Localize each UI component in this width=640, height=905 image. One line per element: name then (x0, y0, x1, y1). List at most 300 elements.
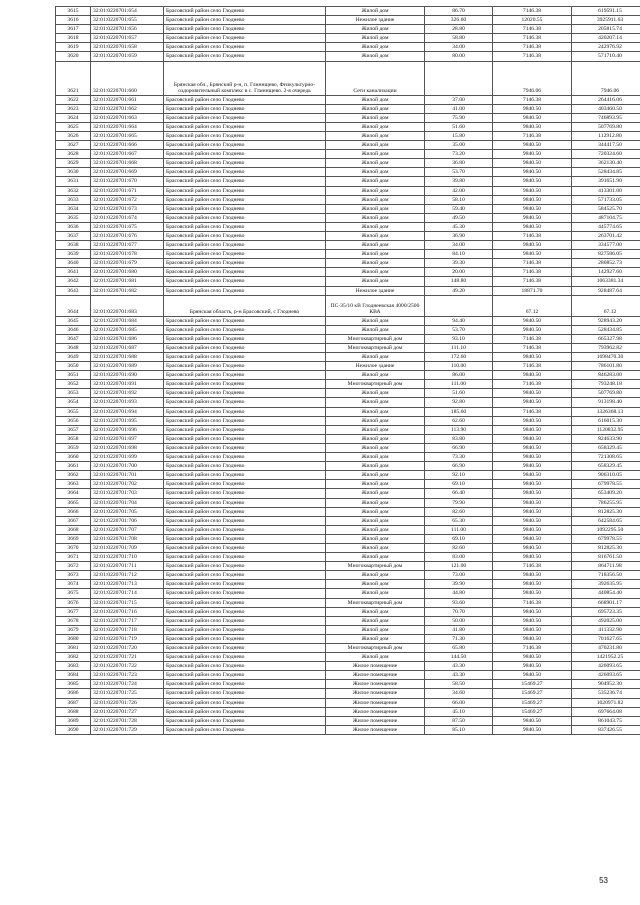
cell-row-number: 3632 (56, 186, 91, 195)
cell-cadastral-value: 816761.50 (572, 553, 640, 562)
cell-address: Брасовский район село Глоднево (164, 122, 326, 131)
table-row (56, 644, 640, 653)
cell-address: Брасовский район село Глоднево (164, 325, 326, 334)
cell-row-number: 3627 (56, 141, 91, 150)
cell-address: Брасовский район село Глоднево (164, 498, 326, 507)
cell-cadastral-number: 32:01:0220701:670 (91, 177, 164, 186)
cell-address: Брянская обл., Брянский р-н, п. Глиннщево, Физкультурно-оздоровительный комплекс в с. Глиннщево. 2-я очередь (164, 61, 326, 95)
cell-cadastral-value: 426093.65 (572, 671, 640, 680)
cell-cadastral-number: 32:01:0220701:701 (91, 471, 164, 480)
cell-row-number: 3685 (56, 680, 91, 689)
table-row (56, 34, 640, 43)
table-row (56, 425, 640, 434)
cell-area: 66.90 (425, 443, 493, 452)
cell-cadastral-value: 642584.65 (572, 516, 640, 525)
cell-specific-value: 9840.50 (493, 141, 572, 150)
cell-area: 51.60 (425, 389, 493, 398)
cell-row-number: 3650 (56, 362, 91, 371)
cell-row-number: 3678 (56, 616, 91, 625)
table-row (56, 571, 640, 580)
table-row (56, 680, 640, 689)
cell-specific-value: 15469.27 (493, 698, 572, 707)
cell-cadastral-value: 812825.30 (572, 543, 640, 552)
cell-cadastral-value: 571733.05 (572, 195, 640, 204)
cell-cadastral-number: 32:01:0220701:727 (91, 707, 164, 716)
cell-cadastral-value: 1020971.82 (572, 698, 640, 707)
cell-object-type: Жилой дом (326, 222, 425, 231)
cell-row-number: 3616 (56, 16, 91, 25)
cell-object-type: Жилой дом (326, 177, 425, 186)
cell-cadastral-number: 32:01:0220701:719 (91, 634, 164, 643)
cell-cadastral-number: 32:01:0220701:721 (91, 653, 164, 662)
cell-cadastral-value: 679978.55 (572, 534, 640, 543)
cell-specific-value: 7146.38 (493, 34, 572, 43)
cell-row-number: 3672 (56, 562, 91, 571)
cell-cadastral-value: 824633.90 (572, 434, 640, 443)
cell-row-number: 3681 (56, 644, 91, 653)
table-row (56, 316, 640, 325)
cell-cadastral-number: 32:01:0220701:698 (91, 443, 164, 452)
cell-cadastral-value: 928943.20 (572, 316, 640, 325)
cell-row-number: 3645 (56, 316, 91, 325)
cell-cadastral-value: 701627.65 (572, 634, 640, 643)
cell-cadastral-number: 32:01:0220701:714 (91, 589, 164, 598)
cell-address: Брасовский район село Глоднево (164, 725, 326, 734)
cell-address: Брасовский район село Глоднево (164, 625, 326, 634)
cell-area: 34.60 (425, 689, 493, 698)
cell-cadastral-value: 861043.75 (572, 716, 640, 725)
cell-cadastral-number: 32:01:0220701:713 (91, 580, 164, 589)
table-row (56, 325, 640, 334)
cell-row-number: 3653 (56, 389, 91, 398)
cell-address: Брасовский район село Глоднево (164, 698, 326, 707)
cell-row-number: 3688 (56, 707, 91, 716)
cell-row-number: 3669 (56, 534, 91, 543)
table-row (56, 159, 640, 168)
cell-area: 71.30 (425, 634, 493, 643)
table-row (56, 398, 640, 407)
cell-specific-value: 7146.38 (493, 407, 572, 416)
cell-object-type: Жилой дом (326, 131, 425, 140)
cell-row-number: 3668 (56, 525, 91, 534)
cell-specific-value: 9840.50 (493, 489, 572, 498)
table-row (56, 177, 640, 186)
cell-cadastral-number: 32:01:0220701:687 (91, 343, 164, 352)
cell-area: 53.70 (425, 325, 493, 334)
cell-row-number: 3684 (56, 671, 91, 680)
table-row (56, 241, 640, 250)
cell-address: Брасовский район село Глоднево (164, 204, 326, 213)
cell-specific-value: 7146.38 (493, 231, 572, 240)
cell-address: Брасовский район село Глоднево (164, 141, 326, 150)
cell-object-type: Жилое помещение (326, 662, 425, 671)
table-row (56, 453, 640, 462)
cell-cadastral-value: 571710.40 (572, 52, 640, 61)
cell-area: 73.00 (425, 571, 493, 580)
cell-cadastral-value: 391651.90 (572, 177, 640, 186)
table-row (56, 580, 640, 589)
cell-area: 92.10 (425, 471, 493, 480)
table-row (56, 480, 640, 489)
cell-row-number: 3621 (56, 61, 91, 95)
cell-address: Брасовский район село Глоднево (164, 525, 326, 534)
cell-object-type: Жилой дом (326, 416, 425, 425)
cell-address: Брасовский район село Глоднево (164, 434, 326, 443)
cell-area: 62.60 (425, 416, 493, 425)
table-row (56, 689, 640, 698)
cell-row-number: 3655 (56, 407, 91, 416)
cell-object-type: Многоквартирный дом (326, 644, 425, 653)
cell-object-type: Жилой дом (326, 453, 425, 462)
cell-cadastral-value: 440854.40 (572, 589, 640, 598)
cell-object-type: Жилой дом (326, 325, 425, 334)
cell-cadastral-number: 32:01:0220701:724 (91, 680, 164, 689)
cell-cadastral-value: 864711.98 (572, 562, 640, 571)
cell-area: 172.60 (425, 353, 493, 362)
cell-cadastral-value: 658329.45 (572, 462, 640, 471)
cell-area: 111.10 (425, 343, 493, 352)
cell-object-type: Жилой дом (326, 616, 425, 625)
cell-cadastral-value: 1326368.13 (572, 407, 640, 416)
cell-area: 44.80 (425, 589, 493, 598)
cell-cadastral-value: 720324.60 (572, 150, 640, 159)
cell-specific-value: 9840.50 (493, 222, 572, 231)
table-row (56, 222, 640, 231)
cell-cadastral-value: 619591.15 (572, 7, 640, 16)
cell-area: 83.00 (425, 553, 493, 562)
cell-cadastral-number: 32:01:0220701:655 (91, 16, 164, 25)
table-row (56, 671, 640, 680)
cell-row-number: 3631 (56, 177, 91, 186)
table-row (56, 353, 640, 362)
cell-specific-value: 9840.50 (493, 113, 572, 122)
cell-cadastral-number: 32:01:0220701:674 (91, 213, 164, 222)
table-row (56, 589, 640, 598)
cell-specific-value: 9840.50 (493, 534, 572, 543)
cell-area: 58.50 (425, 680, 493, 689)
cell-specific-value: 9840.50 (493, 443, 572, 452)
cell-cadastral-value: 668901.17 (572, 598, 640, 607)
cell-cadastral-value: 928487.64 (572, 286, 640, 295)
cell-row-number: 3679 (56, 625, 91, 634)
cell-area: 65.30 (425, 516, 493, 525)
cell-area: 66.40 (425, 489, 493, 498)
cell-cadastral-value: 392635.95 (572, 580, 640, 589)
cell-specific-value: 7146.38 (493, 343, 572, 352)
cell-object-type: Жилой дом (326, 534, 425, 543)
cell-object-type: Жилой дом (326, 398, 425, 407)
cell-object-type: Жилой дом (326, 168, 425, 177)
cell-cadastral-value: 528434.85 (572, 325, 640, 334)
cell-row-number: 3674 (56, 580, 91, 589)
cell-object-type: Жилой дом (326, 462, 425, 471)
cell-cadastral-number: 32:01:0220701:656 (91, 25, 164, 34)
table-row (56, 259, 640, 268)
cell-cadastral-value: 837426.55 (572, 725, 640, 734)
cell-cadastral-number: 32:01:0220701:667 (91, 150, 164, 159)
table-row (56, 43, 640, 52)
cell-row-number: 3641 (56, 268, 91, 277)
cell-address: Брасовский район село Глоднево (164, 52, 326, 61)
cell-object-type: Жилой дом (326, 186, 425, 195)
cell-address: Брасовский район село Глоднево (164, 489, 326, 498)
cell-address: Брасовский район село Глоднево (164, 589, 326, 598)
cell-specific-value: 9840.50 (493, 353, 572, 362)
cell-address: Брасовский район село Глоднево (164, 159, 326, 168)
cell-object-type: Жилой дом (326, 141, 425, 150)
cell-object-type: Жилой дом (326, 213, 425, 222)
cell-area: 65.80 (425, 644, 493, 653)
cell-area: 45.10 (425, 707, 493, 716)
cell-area: 49.20 (425, 286, 493, 295)
cell-cadastral-number: 32:01:0220701:676 (91, 231, 164, 240)
table-row (56, 141, 640, 150)
cell-cadastral-value: 507769.80 (572, 122, 640, 131)
cell-address: Брасовский район село Глоднево (164, 150, 326, 159)
cell-row-number: 3630 (56, 168, 91, 177)
cell-address: Брасовский район село Глоднево (164, 653, 326, 662)
cell-area: 36.80 (425, 159, 493, 168)
cell-cadastral-number: 32:01:0220701:716 (91, 607, 164, 616)
cell-address: Брасовский район село Глоднево (164, 471, 326, 480)
cell-address: Брасовский район село Глоднево (164, 671, 326, 680)
cell-cadastral-value: 827586.05 (572, 250, 640, 259)
table-row (56, 534, 640, 543)
cell-specific-value: 9840.50 (493, 195, 572, 204)
cell-specific-value: 7146.38 (493, 380, 572, 389)
cell-row-number: 3617 (56, 25, 91, 34)
cell-cadastral-number: 32:01:0220701:664 (91, 122, 164, 131)
table-row (56, 434, 640, 443)
cell-cadastral-value: 1421952.25 (572, 653, 640, 662)
cell-row-number: 3667 (56, 516, 91, 525)
table-row (56, 213, 640, 222)
cell-cadastral-number: 32:01:0220701:725 (91, 689, 164, 698)
cell-object-type: Жилой дом (326, 553, 425, 562)
table-row (56, 250, 640, 259)
cell-cadastral-value: 280852.73 (572, 259, 640, 268)
cell-object-type: Жилой дом (326, 371, 425, 380)
cell-address: Брасовский район село Глоднево (164, 371, 326, 380)
cell-object-type: Жилой дом (326, 580, 425, 589)
cell-cadastral-number: 32:01:0220701:658 (91, 43, 164, 52)
cell-row-number: 3687 (56, 698, 91, 707)
cell-area: 111.00 (425, 380, 493, 389)
cell-cadastral-number: 32:01:0220701:686 (91, 334, 164, 343)
table-row (56, 204, 640, 213)
table-row (56, 150, 640, 159)
cell-cadastral-number: 32:01:0220701:709 (91, 543, 164, 552)
table-row (56, 277, 640, 286)
cell-row-number: 3635 (56, 213, 91, 222)
cell-row-number: 3644 (56, 295, 91, 316)
cell-area: 58.10 (425, 195, 493, 204)
cell-cadastral-number: 32:01:0220701:681 (91, 277, 164, 286)
cell-address: Брасовский район село Глоднево (164, 250, 326, 259)
cell-cadastral-value: 1120832.95 (572, 425, 640, 434)
cell-cadastral-value: 653409.20 (572, 489, 640, 498)
cell-cadastral-number: 32:01:0220701:665 (91, 131, 164, 140)
table-row (56, 61, 640, 95)
cell-specific-value: 9840.50 (493, 616, 572, 625)
cell-address: Брасовский район село Глоднево (164, 380, 326, 389)
cell-address: Брасовский район село Глоднево (164, 607, 326, 616)
cell-address: Брянская область, р-н Брасовский, с Глоднево (164, 295, 326, 316)
cell-cadastral-value: 403460.50 (572, 104, 640, 113)
cell-area: 326.60 (425, 16, 493, 25)
cell-specific-value: 15469.27 (493, 689, 572, 698)
cell-row-number: 3624 (56, 113, 91, 122)
cell-specific-value: 15469.27 (493, 680, 572, 689)
cell-object-type: Жилой дом (326, 241, 425, 250)
cell-row-number: 3673 (56, 571, 91, 580)
cell-specific-value: 9840.50 (493, 398, 572, 407)
cell-specific-value: 9840.50 (493, 471, 572, 480)
cell-row-number: 3659 (56, 443, 91, 452)
cell-cadastral-number: 32:01:0220701:715 (91, 598, 164, 607)
cell-object-type: Жилой дом (326, 480, 425, 489)
cell-cadastral-number: 32:01:0220701:677 (91, 241, 164, 250)
cell-area: 53.70 (425, 168, 493, 177)
cell-cadastral-number: 32:01:0220701:689 (91, 362, 164, 371)
cell-row-number: 3651 (56, 371, 91, 380)
cell-row-number: 3652 (56, 380, 91, 389)
cell-specific-value: 9840.50 (493, 716, 572, 725)
cell-area: 83.80 (425, 434, 493, 443)
cell-cadastral-value: 786255.95 (572, 498, 640, 507)
cell-object-type: Жилое помещение (326, 689, 425, 698)
cell-address: Брасовский район село Глоднево (164, 462, 326, 471)
cell-object-type: Жилой дом (326, 407, 425, 416)
cell-cadastral-value: 492025.00 (572, 616, 640, 625)
cell-row-number: 3638 (56, 241, 91, 250)
cell-area: 49.50 (425, 213, 493, 222)
cell-specific-value: 7146.38 (493, 95, 572, 104)
cell-area: 50.00 (425, 616, 493, 625)
cell-cadastral-number: 32:01:0220701:678 (91, 250, 164, 259)
table-row (56, 362, 640, 371)
cell-object-type: Многоквартирный дом (326, 562, 425, 571)
cell-object-type: Жилое помещение (326, 707, 425, 716)
cell-cadastral-number: 32:01:0220701:684 (91, 316, 164, 325)
cell-address: Брасовский район село Глоднево (164, 7, 326, 16)
cell-address: Брасовский район село Глоднево (164, 195, 326, 204)
cell-specific-value: 9840.50 (493, 186, 572, 195)
cell-area: 70.70 (425, 607, 493, 616)
cell-cadastral-value: 7946.06 (572, 61, 640, 95)
cell-specific-value: 9840.50 (493, 580, 572, 589)
cell-row-number: 3662 (56, 471, 91, 480)
cell-object-type: Жилой дом (326, 516, 425, 525)
cell-object-type: Жилой дом (326, 231, 425, 240)
cell-address: Брасовский район село Глоднево (164, 241, 326, 250)
table-row (56, 416, 640, 425)
cell-area: 69.10 (425, 534, 493, 543)
cell-row-number: 3615 (56, 7, 91, 16)
cell-object-type: Жилой дом (326, 634, 425, 643)
cell-cadastral-value: 411332.90 (572, 625, 640, 634)
cell-address: Брасовский район село Глоднево (164, 453, 326, 462)
table-row (56, 562, 640, 571)
cell-object-type: Жилой дом (326, 607, 425, 616)
table-row (56, 131, 640, 140)
cell-address: Брасовский район село Глоднево (164, 662, 326, 671)
cell-address: Брасовский район село Глоднево (164, 480, 326, 489)
cell-cadastral-number: 32:01:0220701:669 (91, 168, 164, 177)
cell-object-type: Жилой дом (326, 434, 425, 443)
cell-object-type: Жилой дом (326, 543, 425, 552)
cell-cadastral-number: 32:01:0220701:707 (91, 525, 164, 534)
cell-specific-value: 15469.27 (493, 707, 572, 716)
cell-area: 20.00 (425, 268, 493, 277)
cell-object-type: Жилой дом (326, 250, 425, 259)
cell-object-type: Жилой дом (326, 104, 425, 113)
cell-row-number: 3647 (56, 334, 91, 343)
cell-row-number: 3682 (56, 653, 91, 662)
cell-row-number: 3671 (56, 553, 91, 562)
cell-specific-value: 7146.38 (493, 7, 572, 16)
cell-specific-value: 9840.50 (493, 325, 572, 334)
cell-address: Брасовский район село Глоднево (164, 34, 326, 43)
table-row (56, 443, 640, 452)
cell-cadastral-number: 32:01:0220701:702 (91, 480, 164, 489)
cell-row-number: 3666 (56, 507, 91, 516)
cell-object-type: Жилой дом (326, 489, 425, 498)
cell-cadastral-value: 904952.30 (572, 680, 640, 689)
cell-specific-value: 7946.06 (493, 61, 572, 95)
cell-cadastral-number: 32:01:0220701:723 (91, 671, 164, 680)
table-row (56, 104, 640, 113)
table-row (56, 662, 640, 671)
cell-address: Брасовский район село Глоднево (164, 543, 326, 552)
cell-address: Брасовский район село Глоднево (164, 286, 326, 295)
cell-specific-value: 9840.50 (493, 159, 572, 168)
table-row (56, 489, 640, 498)
cell-cadastral-number: 32:01:0220701:688 (91, 353, 164, 362)
cell-area: 121.00 (425, 562, 493, 571)
cell-area (425, 295, 493, 316)
cell-specific-value: 7146.38 (493, 334, 572, 343)
cell-address: Брасовский район село Глоднево (164, 231, 326, 240)
cell-area: 35.00 (425, 141, 493, 150)
cell-cadastral-number: 32:01:0220701:728 (91, 716, 164, 725)
cell-area: 39.30 (425, 259, 493, 268)
cell-address: Брасовский район село Глоднево (164, 534, 326, 543)
cell-cadastral-value: 445774.65 (572, 222, 640, 231)
cell-cadastral-number: 32:01:0220701:696 (91, 425, 164, 434)
table-row (56, 380, 640, 389)
table-row (56, 498, 640, 507)
cell-area: 93.10 (425, 334, 493, 343)
cell-address: Брасовский район село Глоднево (164, 131, 326, 140)
cell-specific-value: 9840.50 (493, 525, 572, 534)
cell-specific-value: 9840.50 (493, 177, 572, 186)
cell-row-number: 3643 (56, 286, 91, 295)
cell-row-number: 3637 (56, 231, 91, 240)
cell-row-number: 3654 (56, 398, 91, 407)
cell-specific-value: 7146.38 (493, 598, 572, 607)
cell-area: 39.80 (425, 177, 493, 186)
cell-specific-value: 9840.50 (493, 543, 572, 552)
cell-address: Брасовский район село Глоднево (164, 316, 326, 325)
cell-object-type: Жилой дом (326, 498, 425, 507)
cell-cadastral-value: 205815.74 (572, 25, 640, 34)
cell-specific-value: 9840.50 (493, 434, 572, 443)
cell-cadastral-number: 32:01:0220701:718 (91, 625, 164, 634)
cell-object-type: Жилой дом (326, 95, 425, 104)
cell-object-type: Жилой дом (326, 259, 425, 268)
cell-specific-value: 9840.50 (493, 480, 572, 489)
